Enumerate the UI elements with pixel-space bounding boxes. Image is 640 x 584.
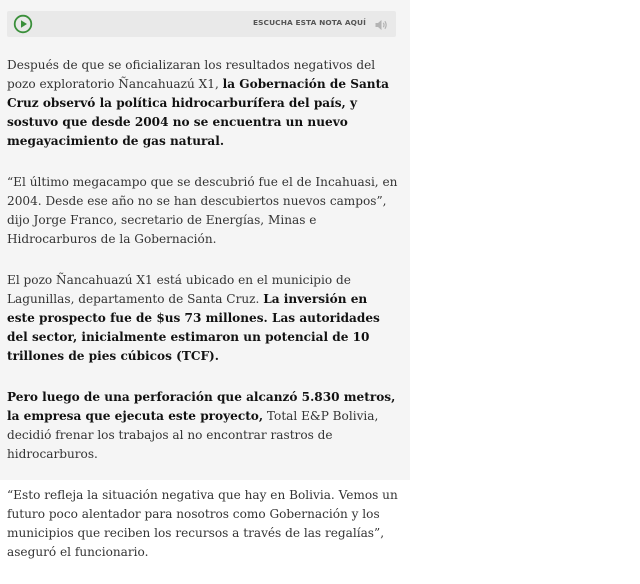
paragraph-text: Después de que se oficializaran los resultados negativos del pozo exploratorio Ñancahuazú X1, [7, 58, 376, 91]
article-paragraph [7, 388, 399, 464]
article-paragraph [7, 173, 399, 249]
paragraph-text: Total E&P Bolivia, decidió frenar los trabajos al no encontrar rastros de hidrocarburos. [7, 409, 379, 461]
paragraph-bold-text: la Gobernación de Santa Cruz observó la política hidrocarburífera del país, y sostuvo que desde 2004 no se encuentra un nuevo megayacimiento de gas natural. [7, 77, 390, 148]
play-circle-icon[interactable] [13, 14, 33, 34]
paragraph-text: El pozo Ñancahuazú X1 está ubicado en el municipio de Lagunillas, departamento de Santa Cruz. [7, 273, 351, 306]
article-paragraph [7, 486, 399, 562]
article-body [7, 56, 399, 584]
article-paragraph [7, 271, 399, 366]
paragraph-text: “Esto refleja la situación negativa que hay en Bolivia. Vemos un futuro poco alentador para nosotros como Gobernación y los municipios que reciben los recursos a través de las regalías”, aseguró el funcionario. [7, 488, 398, 559]
audio-player[interactable] [7, 11, 396, 37]
paragraph-bold-text: Pero luego de una perforación que alcanzó 5.830 metros, la empresa que ejecuta este proyecto, [7, 390, 396, 423]
paragraph-text: “El último megacampo que se descubrió fue el de Incahuasi, en 2004. Desde ese año no se han descubiertos nuevos campos”, dijo Jorge Franco, secretario de Energías, Minas e Hidrocarburos de la Gobernación. [7, 175, 398, 246]
speaker-icon[interactable] [374, 17, 388, 31]
paragraph-bold-text: La inversión en este prospecto fue de $us 73 millones. Las autoridades del sector, inicialmente estimaron un potencial de 10 trillones de pies cúbicos (TCF). [7, 292, 380, 363]
audio-player-label[interactable]: ESCUCHA ESTA NOTA AQUÍ [252, 18, 366, 27]
article-paragraph [7, 56, 399, 151]
